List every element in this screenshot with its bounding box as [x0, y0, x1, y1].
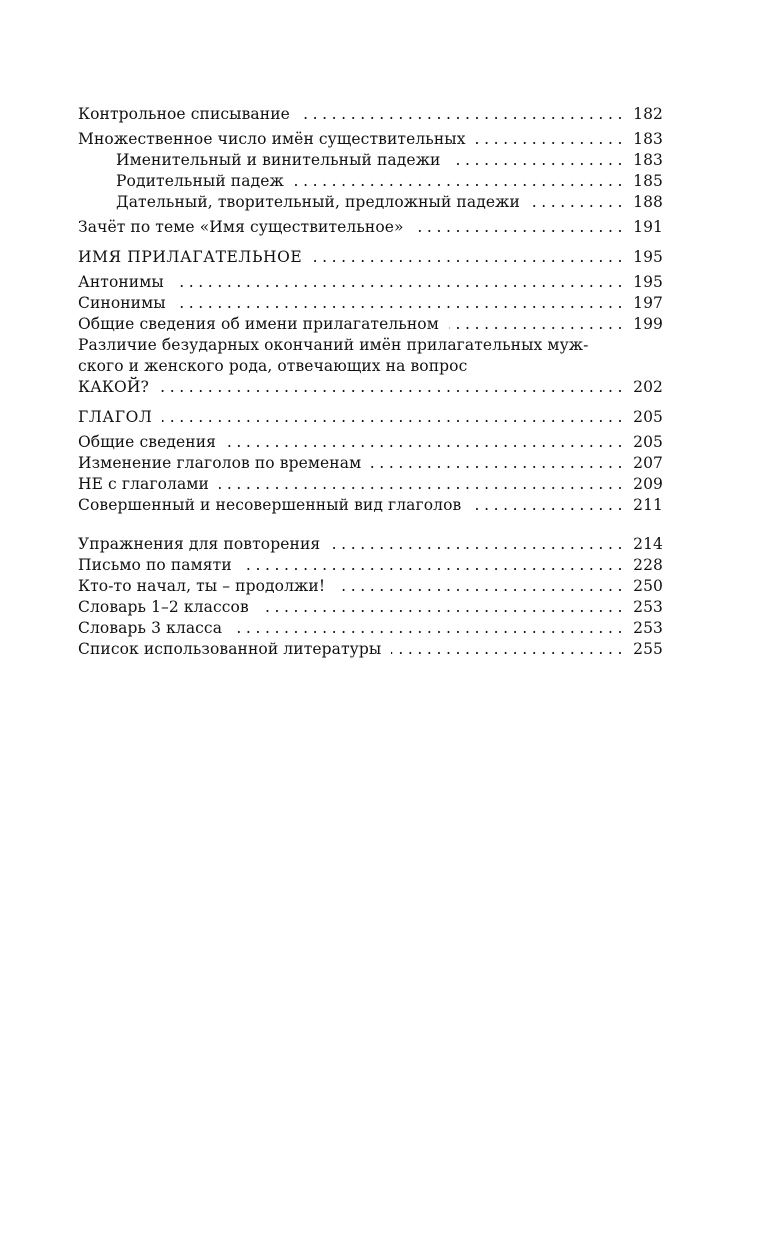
dot-leader	[335, 576, 627, 597]
toc-entry-title: Именительный и винительный падежи	[116, 151, 441, 169]
toc-entry-title: Дательный, творительный, предложный падежи	[116, 193, 520, 211]
toc-entry-title: Список использованной литературы	[78, 640, 382, 658]
toc-entry-page: 250	[633, 577, 663, 595]
dot-leader	[300, 104, 627, 125]
toc-subentry-datelnyj	[78, 192, 663, 213]
toc-entry-page: 228	[633, 556, 663, 574]
toc-entry-page: 195	[633, 248, 663, 266]
toc-entry-page: 182	[633, 105, 663, 123]
toc-entry-title: Антонимы	[78, 273, 164, 291]
toc-entry-title: Родительный падеж	[116, 172, 284, 190]
toc-entry-title: Изменение глаголов по временам	[78, 454, 362, 472]
dot-leader	[449, 314, 627, 335]
toc-entry-title: НЕ с глаголами	[78, 475, 209, 493]
dot-leader	[450, 150, 627, 171]
toc-entry-obshchie-svedeniya	[78, 432, 663, 453]
toc-entry-title: Кто-то начал, ты – продолжи!	[78, 577, 326, 595]
toc-entry-page: 253	[633, 598, 663, 616]
toc-entry-title: Синонимы	[78, 294, 166, 312]
toc-section-imya-prilagatelnoe	[78, 247, 663, 268]
toc-entry-page: 188	[633, 193, 663, 211]
toc-entry-page: 183	[633, 151, 663, 169]
dot-leader	[242, 555, 627, 576]
toc-entry-page: 197	[633, 294, 663, 312]
toc-entry-razlichie-okonchanij	[78, 377, 663, 398]
toc-entry-slovar-3	[78, 618, 663, 639]
dot-leader	[312, 247, 627, 268]
toc-entry-page: 185	[633, 172, 663, 190]
toc-entry-zachet	[78, 217, 663, 238]
toc-entry-page: 205	[633, 433, 663, 451]
table-of-contents	[78, 104, 663, 660]
toc-entry-title: Упражнения для повторения	[78, 535, 321, 553]
toc-entry-page: 253	[633, 619, 663, 637]
dot-leader	[391, 639, 627, 660]
toc-entry-title-line: ского и женского рода, отвечающих на вопрос	[78, 357, 468, 375]
toc-entry-mnozhestvennoe-chislo	[78, 129, 663, 150]
toc-entry-title: КАКОЙ?	[78, 378, 149, 396]
toc-entry-slovar-1-2	[78, 597, 663, 618]
toc-entry-title: Общие сведения	[78, 433, 217, 451]
toc-entry-page: 209	[633, 475, 663, 493]
toc-entry-page: 183	[633, 130, 663, 148]
toc-entry-page: 195	[633, 273, 663, 291]
toc-entry-obshchie-svedeniya-prilagatelnoe	[78, 314, 663, 335]
toc-entry-title: Словарь 3 класса	[78, 619, 223, 637]
toc-subentry-imenitelnyj	[78, 150, 663, 171]
toc-entry-title: Письмо по памяти	[78, 556, 232, 574]
toc-entry-kto-to-nachal	[78, 576, 663, 597]
toc-entry-page: 205	[633, 408, 663, 426]
toc-entry-page: 211	[633, 496, 663, 514]
toc-entry-title-line: Различие безударных окончаний имён прилагательных муж-	[78, 336, 589, 354]
toc-entry-page: 202	[633, 378, 663, 396]
toc-entry-antonimy	[78, 272, 663, 293]
toc-entry-title: Совершенный и несовершенный вид глаголов	[78, 496, 462, 514]
toc-entry-izmenenie-glagolov	[78, 453, 663, 474]
toc-section-title: ИМЯ ПРИЛАГАТЕЛЬНОЕ	[78, 248, 303, 266]
toc-entry-page: 255	[633, 640, 663, 658]
dot-leader	[476, 129, 627, 150]
toc-entry-sinonimy	[78, 293, 663, 314]
dot-leader	[176, 293, 627, 314]
toc-entry-spisok-literatury	[78, 639, 663, 660]
toc-subentry-roditelnyj	[78, 171, 663, 192]
dot-leader	[371, 453, 627, 474]
toc-entry-title: Контрольное списывание	[78, 105, 290, 123]
dot-leader	[159, 377, 627, 398]
toc-entry-title: Словарь 1–2 классов	[78, 598, 249, 616]
toc-entry-title: Множественное число имён существительных	[78, 130, 466, 148]
dot-leader	[162, 407, 627, 428]
toc-entry-pismo-po-pamyati	[78, 555, 663, 576]
dot-leader	[219, 474, 627, 495]
toc-entry-vid-glagolov	[78, 495, 663, 516]
toc-entry-page: 207	[633, 454, 663, 472]
toc-section-title: ГЛАГОЛ	[78, 408, 153, 426]
dot-leader	[232, 618, 627, 639]
dot-leader	[414, 217, 627, 238]
dot-leader	[174, 272, 627, 293]
dot-leader	[530, 192, 627, 213]
toc-entry-page: 191	[633, 218, 663, 236]
toc-entry-uprazhneniya	[78, 534, 663, 555]
toc-entry-ne-s-glagolami	[78, 474, 663, 495]
dot-leader	[259, 597, 627, 618]
dot-leader	[294, 171, 627, 192]
toc-entry-kontrolnoe-spisyvanie	[78, 104, 663, 125]
toc-section-glagol	[78, 407, 663, 428]
dot-leader	[226, 432, 627, 453]
dot-leader	[471, 495, 627, 516]
toc-entry-title: Общие сведения об имени прилагательном	[78, 315, 439, 333]
dot-leader	[330, 534, 627, 555]
toc-entry-page: 214	[633, 535, 663, 553]
toc-entry-page: 199	[633, 315, 663, 333]
toc-entry-title: Зачёт по теме «Имя существительное»	[78, 218, 404, 236]
